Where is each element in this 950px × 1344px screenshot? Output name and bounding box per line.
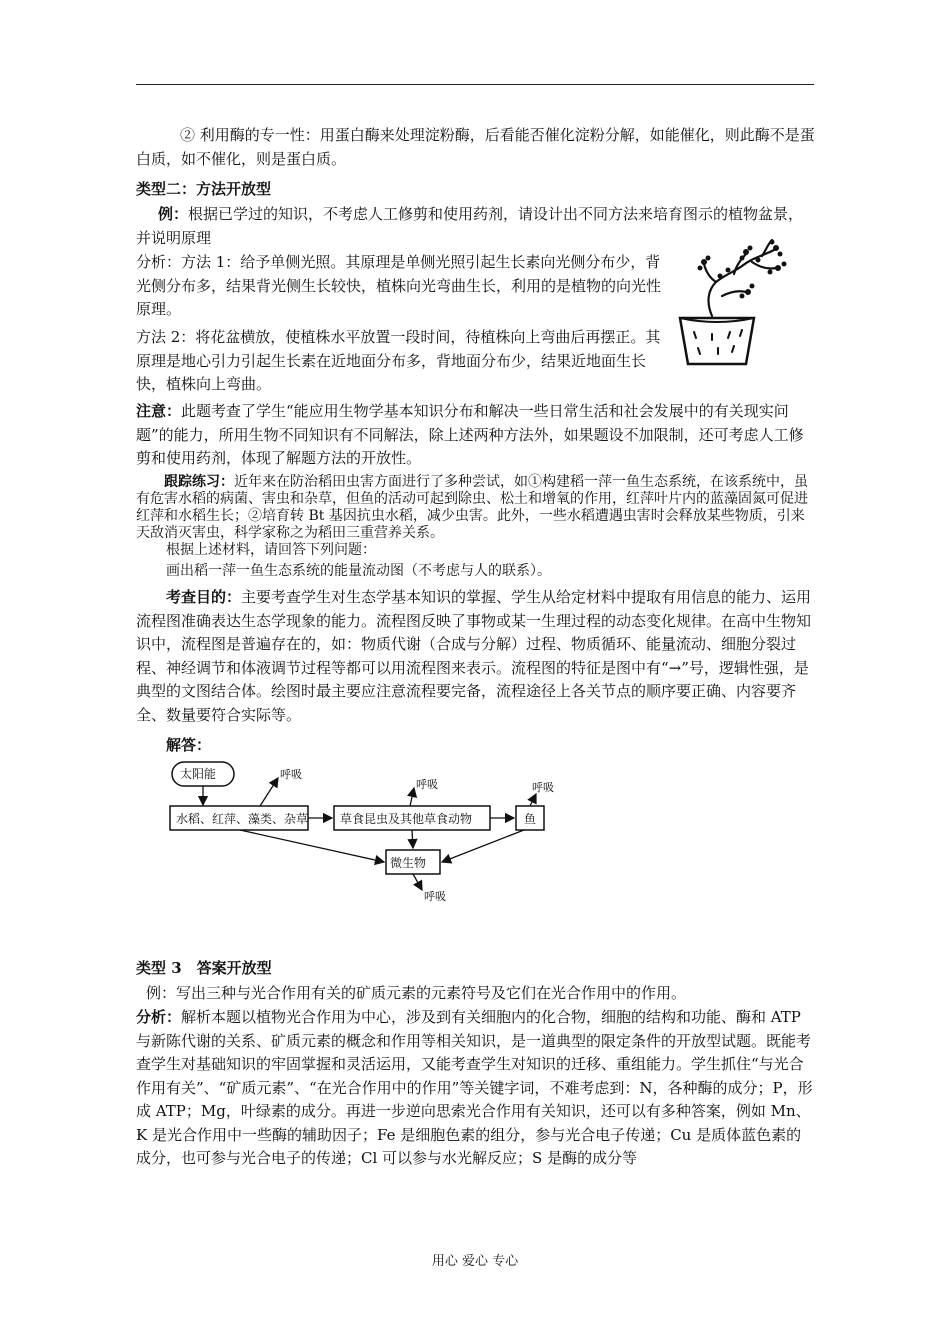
paragraph-enzyme-specificity: ② 利用酶的专一性：用蛋白酶来处理淀粉酶，后看能否催化淀粉分解，如能催化，则此酶不是蛋白质，如不催化，则是蛋白质。 (136, 126, 815, 168)
energy-flow-diagram (160, 758, 580, 908)
label-respiration-4: 呼吸 (424, 890, 446, 903)
heading-type2: 类型二：方法开放型 (136, 180, 272, 198)
label-respiration-3: 呼吸 (532, 781, 554, 794)
label-respiration-2: 呼吸 (416, 778, 438, 791)
analysis3-paragraph (136, 1006, 816, 1171)
label-producers: 水稻、红萍、藻类、杂草 (176, 812, 309, 826)
note-text: 此题考查了学生“能应用生物学基本知识分布和解决一些日常生活和社会发展中的有关现实问题”的能力，所用生物不同知识有不同解法，除上述两种方法外，如果题设不加限制，还可考虑人工修剪和使用药剂，体现了解题方法的开放性。 (136, 402, 804, 467)
note-label: 注意： (136, 402, 182, 420)
follow-question-2: 画出稻一萍一鱼生态系统的能量流动图（不考虑与人的联系）。 (166, 563, 551, 579)
potted-plant-illustration (672, 236, 822, 372)
follow-text: 近年来在防治稻田虫害方面进行了多种尝试，如①构建稻一萍一鱼生态系统，在该系统中，虽有危害水稻的病菌、害虫和杂草，但鱼的活动可起到除虫、松土和增氧的作用，红萍叶片内的蓝藻固氮可促进红萍和水稻生长；②培育转 Bt 基因抗虫水稻，减少虫害。此外，一些水稻遭遇虫害时会释放某些物质，引来天敌消灭害虫，科学家称之为稻田三重营养关系。 (136, 474, 808, 541)
note-paragraph (136, 400, 816, 471)
label-microbes: 微生物 (390, 856, 427, 870)
label-herbivores: 草食昆虫及其他草食动物 (340, 812, 473, 826)
analysis2-method2: 方法 2：将花盆横放，使植株水平放置一段时间，待植株向上弯曲后再摆正。其原理是地心引力引起生长素在近地面分布多，背地面分布少，结果近地面生长快，植株向上弯曲。 (136, 328, 661, 393)
page-footer: 用心 爱心 专心 (431, 1254, 519, 1269)
analysis3-label: 分析： (136, 1008, 182, 1026)
example2-label: 例： (158, 205, 189, 223)
purpose-text: 主要考查学生对生态学基本知识的掌握、学生从给定材料中提取有用信息的能力、运用流程图准确表达生态学现象的能力。流程图反映了事物或某一生理过程的动态变化规律。在高中生物知识中，流程图是普遍存在的，如：物质代谢（合成与分解）过程、物质循环、能量流动、细胞分裂过程、神经调节和体液调节过程等都可以用流程图来表示。流程图的特征是图中有“→”号，逻辑性强，是典型的文图结合体。绘图时最主要应注意流程要完备，流程途径上各关节点的顺序要正确、内容要齐全、数量要符合实际等。 (136, 588, 812, 724)
follow-question-1: 根据上述材料，请回答下列问题： (166, 542, 376, 558)
follow-label: 跟踪练习： (164, 474, 234, 490)
analysis3-text: 解析本题以植物光合作用为中心，涉及到有关细胞内的化合物，细胞的结构和功能、酶和 ATP 与新陈代谢的关系、矿质元素的概念和作用等相关知识，是一道典型的限定条件的开放型试题。既能考查学生对基础知识的牢固掌握和灵活运用，又能考查学生对知识的迁移、重组能力。学生抓住“与光合作用有关”、“矿质元素”、“在光合作用中的作用”等关键字词，不难考虑到：N，各种酶的成分；P，形成 ATP；Mg，叶绿素的成分。再进一步逆向思索光合作用有关知识，还可以有多种答案，例如 Mn、K 是光合作用中一些酶的辅助因子；Fe 是细胞色素的组分，参与光合电子传递；Cu 是质体蓝色素的成分，也可参与光合电子的传递；Cl 可以参与水光解反应；S 是酶的成分等 (136, 1008, 813, 1167)
follow-paragraph (136, 474, 816, 542)
label-sun: 太阳能 (180, 767, 217, 781)
purpose-label: 考查目的： (166, 588, 242, 606)
example3: 例：写出三种与光合作用有关的矿质元素的元素符号及它们在光合作用中的作用。 (146, 984, 687, 1002)
label-respiration-1: 呼吸 (280, 768, 302, 781)
heading-type3: 类型 3 答案开放型 (136, 959, 272, 977)
answer-label: 解答： (166, 736, 212, 754)
analysis2-method1: 分析：方法 1：给予单侧光照。其原理是单侧光照引起生长素向光侧分布少，背光侧分布多，结果背光侧生长较快，植株向光弯曲生长，利用的是植物的向光性原理。 (136, 253, 662, 318)
label-fish: 鱼 (524, 812, 537, 826)
purpose-paragraph (136, 586, 816, 727)
header-rule (136, 84, 814, 85)
example2-text: 根据已学过的知识，不考虑人工修剪和使用药剂，请设计出不同方法来培育图示的植物盆景，并说明原理 (136, 205, 804, 247)
